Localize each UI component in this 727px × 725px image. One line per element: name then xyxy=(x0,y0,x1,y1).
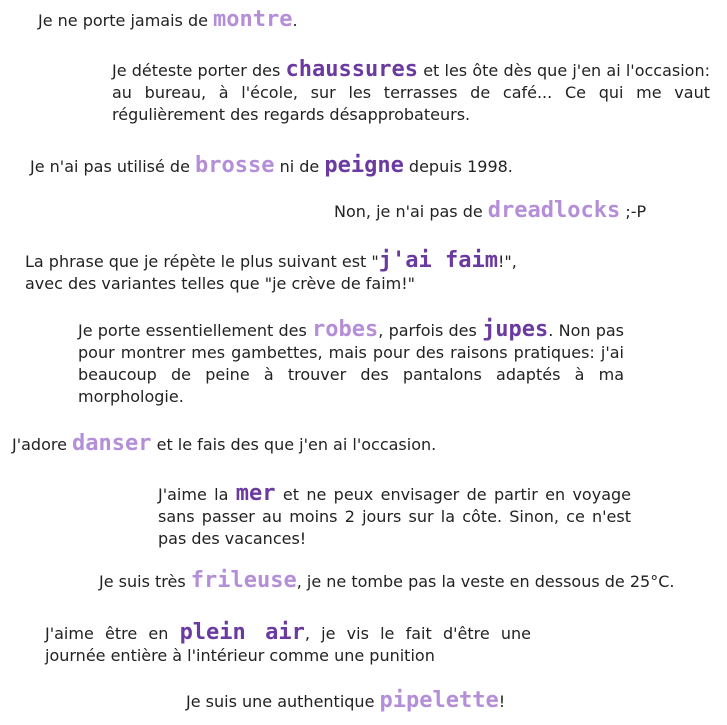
keyword-mer: mer xyxy=(235,481,276,506)
keyword-jupes: jupes xyxy=(482,317,549,342)
statement-sea: J'aime la mer et ne peux envisager de partir en voyage sans passer au moins 2 jours sur la côte. Sinon, ce n'est pas des vacances! xyxy=(158,481,631,548)
statement-dance: J'adore danser et le fais des que j'en ai l'occasion. xyxy=(12,431,437,456)
statement-dreadlocks: Non, je n'ai pas de dreadlocks ;-P xyxy=(334,198,647,223)
keyword-brosse: brosse xyxy=(195,153,275,178)
keyword-danser: danser xyxy=(72,431,152,456)
keyword-jai-faim: j'ai faim xyxy=(378,248,498,273)
statement-dresses: Je porte essentiellement des robes, parfois des jupes. Non pas pour montrer mes gambettes, mais pour des raisons pratiques: j'ai beaucoup de peine à trouver des pantalons adaptés à ma morphologie. xyxy=(78,317,624,406)
keyword-plein-air: plein air xyxy=(179,620,305,645)
statement-chilly: Je suis très frileuse, je ne tombe pas la veste en dessous de 25°C. xyxy=(99,568,675,593)
keyword-robes: robes xyxy=(312,317,379,342)
statement-hungry: La phrase que je répète le plus suivant est "j'ai faim!", avec des variantes telles que "je crève de faim!" xyxy=(25,248,517,293)
statement-watch: Je ne porte jamais de montre. xyxy=(38,7,298,32)
statement-chatterbox: Je suis une authentique pipelette! xyxy=(186,688,506,713)
keyword-pipelette: pipelette xyxy=(379,688,499,713)
keyword-frileuse: frileuse xyxy=(190,568,297,593)
keyword-montre: montre xyxy=(213,7,293,32)
statement-outdoors: J'aime être en plein air, je vis le fait d'être une journée entière à l'intérieur comme une punition xyxy=(45,620,531,665)
keyword-peigne: peigne xyxy=(324,153,404,178)
keyword-dreadlocks: dreadlocks xyxy=(487,198,621,223)
statement-brush: Je n'ai pas utilisé de brosse ni de peigne depuis 1998. xyxy=(30,153,513,178)
keyword-chaussures: chaussures xyxy=(285,57,418,82)
statement-shoes: Je déteste porter des chaussures et les ôte dès que j'en ai l'occasion: au bureau, à l'école, sur les terrasses de café... Ce qui me vaut régulièrement des regards désapprobateurs. xyxy=(112,57,710,124)
